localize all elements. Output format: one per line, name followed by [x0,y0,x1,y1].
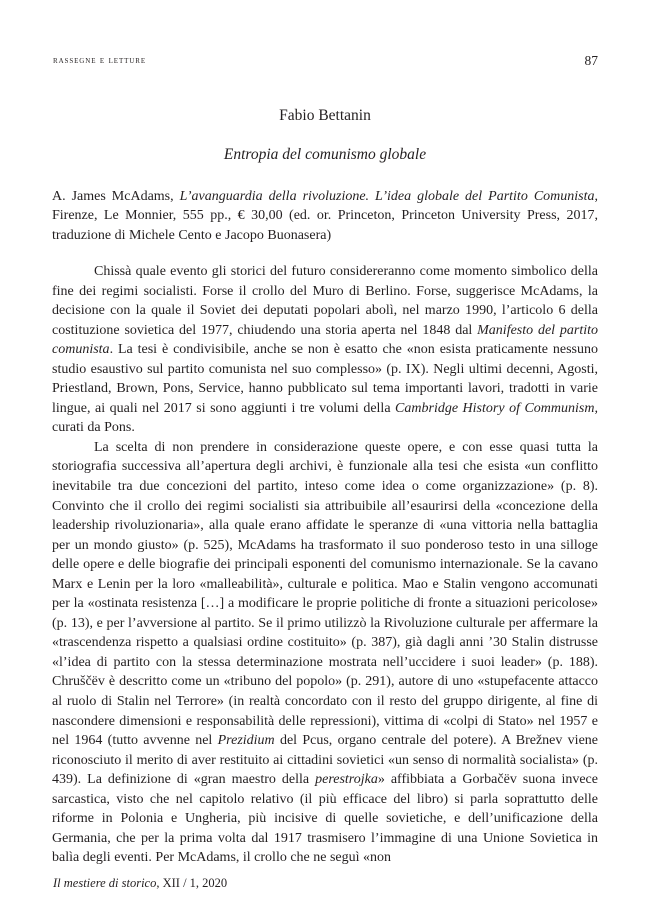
text-run: Chissà quale evento gli storici del futuro considereranno come momento simbolico della fine dei regimi socialisti. Forse il crollo del Muro di Berlino. Forse, suggerisce McAdams, la decisione con la quale il Soviet dei deputati popolari abolì, nel marzo 1990, l’articolo 6 della costituzione sovietica del 1977, chiudendo una storia aperta nel 1848 dal [52,264,598,338]
footer-issue: , XII / 1, 2020 [156,876,228,890]
citation-book-title: L’avanguardia della rivoluzione. L’idea globale del Partito Comunista [179,189,595,204]
article-author: Fabio Bettanin [279,107,371,124]
running-head [53,55,598,71]
italic-term: Prezidium [217,733,275,749]
journal-footer [53,876,227,891]
citation-details: , Firenze, Le Monnier, 555 pp., € 30,00 (ed. or. Princeton, Princeton University Press, 2017, traduzione di Michele Cento e Jacopo Buonasera) [52,189,598,243]
paragraph [52,438,598,868]
text-run: . La tesi è condivisibile, anche se non è esatto che «non esista praticamente nessuno studio esaustivo sul partito comunista nel suo complesso» (p. IX). Negli ultimi decenni, Agosti, Priestland, Brown, Pons, Service, hanno pubblicato sul tema importanti lavori, tradotti in varie lingue, ai quali nel 2017 si sono aggiunti i tre volumi della [52,342,598,416]
article-title: Entropia del comunismo globale [223,146,427,163]
italic-term: perestrojka [315,772,378,788]
page-number: 87 [584,53,598,68]
text-run: curati da Pons. [52,420,135,436]
text-run: del Pcus, organo centrale del potere). A Brežnev viene riconosciuto il merito di aver restituito ai cittadini sovietici «un senso di normalità socialista» (p. 439). La definizione di «gran maestro della [52,733,598,788]
article-body [52,262,598,868]
footer-journal-name: Il mestiere di storico [53,876,157,890]
text-run: La scelta di non prendere in considerazione queste opere, e con esse quasi tutta la storiografia successiva all’apertura degli archivi, è funzionale alla tesi che esista «un conflitto inevitabile tra due concezioni del partito, inteso come idea o come organizzazione» (p. 8). Convinto che il crollo dei regimi socialisti sia attribuibile all’esaurirsi della «concezione della leadership rivoluzionaria», alla quale erano affidate le speranze di «una vittoria nella battaglia per un mondo giusto» (p. 525), McAdams ha trasformato il suo ponderoso testo in una silloge delle opere e delle biografie dei principali esponenti del comunismo internazionale. Se la cavano Marx e Lenin per la loro «malleabilità», culturale e politica. Mao e Stalin vengono accomunati per la «ostinata resistenza […] a modificare le proprie politiche di fronte a situazioni pericolose» (p. 13), e per l’avversione al partito. Se il primo utilizzò la Rivoluzione culturale per affermare la «trascendenza rispetto a qualsiasi ordine costituito» (p. 387), già dagli anni ’30 Stalin distrusse «l’idea di partito con la stessa determinazione mostrata nell’uccidere i suoi leader» (p. 188). Chruščëv è descritto come un «tribuno del popolo» (p. 291), autore di uno «stupefacente attacco al ruolo di Stalin nel Terrore» (in realtà concordato con il resto del gruppo dirigente, al fine di nascondere dimensioni e responsabilità delle repressioni), vittima di «colpi di Stato» nel 1957 e nel 1964 (tutto avvenne nel [52,439,598,749]
text-run: » affibbiata a Gorbačëv suona invece sarcastica, visto che nel capitolo relativo (il più efficace del libro) si parla soprattutto delle riforme in Polonia e Ungheria, più incisive di quelle sovietiche, e dell’unificazione della Germania, che per la prima volta dal 1917 trasmisero l’immagine di una Unione Sovietica in balìa degli eventi. Per McAdams, il crollo che ne seguì «non [52,772,598,866]
italic-title: Cambridge History of Communism, [395,400,598,416]
running-title: rassegne e letture [53,55,147,66]
citation-author: A. James McAdams, [52,189,180,204]
book-citation [52,187,598,245]
italic-title: Manifesto del partito comunista [52,322,599,358]
paragraph [52,262,598,438]
